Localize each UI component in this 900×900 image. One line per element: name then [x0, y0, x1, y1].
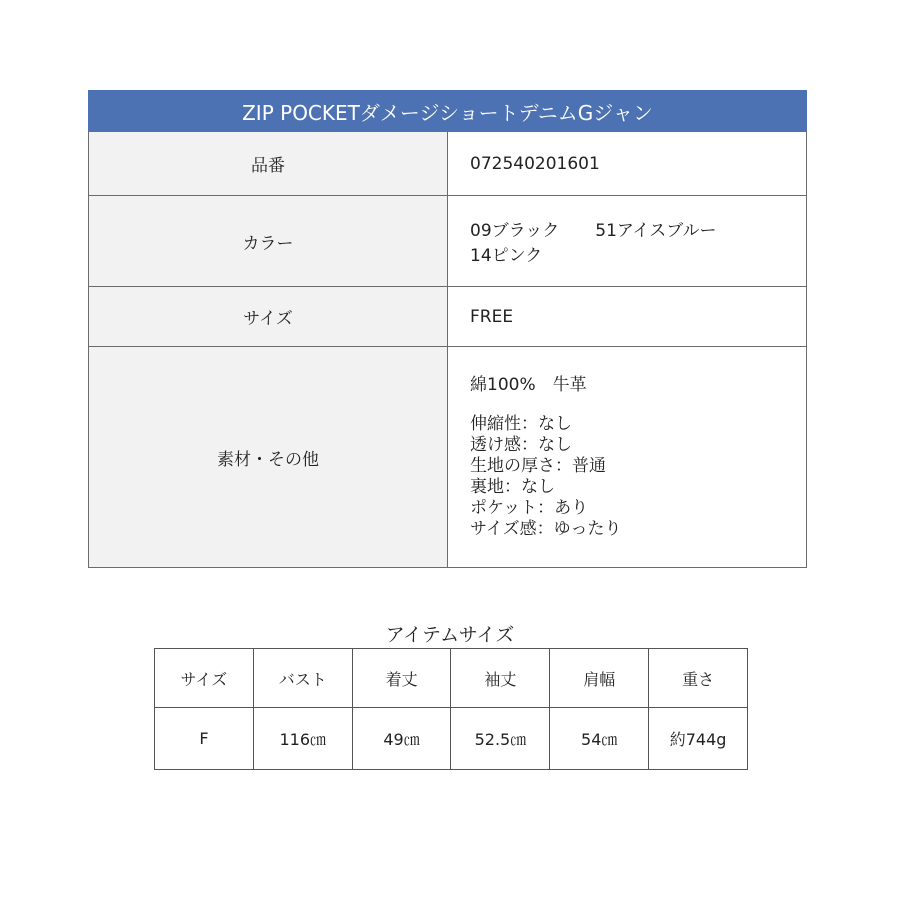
size-value-cell: 52.5㎝	[451, 708, 550, 770]
size-value-cell: 54㎝	[550, 708, 649, 770]
color-values	[448, 196, 807, 287]
size-header: 着丈	[352, 649, 451, 708]
color-line-1	[470, 216, 806, 241]
product-spec-table	[88, 90, 807, 568]
material-label: 素材・その他	[89, 347, 448, 568]
color-line-2	[470, 241, 806, 266]
material-detail: サイズ感：ゆったり	[470, 518, 622, 539]
size-label: サイズ	[89, 287, 448, 347]
material-detail: 伸縮性：なし	[470, 413, 572, 434]
fabric-composition: 綿100% 牛革	[470, 374, 587, 395]
size-header: 肩幅	[550, 649, 649, 708]
size-header: サイズ	[155, 649, 254, 708]
item-size-table	[154, 648, 748, 770]
size-value-cell: 116㎝	[253, 708, 352, 770]
material-detail: 裏地：なし	[470, 476, 555, 497]
material-detail: 透け感：なし	[470, 434, 572, 455]
size-value-cell: 49㎝	[352, 708, 451, 770]
color-option: 14ピンク	[470, 246, 543, 266]
size-value: FREE	[448, 287, 807, 347]
color-option: 09ブラック	[470, 221, 560, 241]
material-detail: ポケット：あり	[470, 497, 589, 518]
size-header: バスト	[253, 649, 352, 708]
hinban-value: 072540201601	[448, 132, 807, 196]
size-value-cell: 約744g	[649, 708, 748, 770]
hinban-label: 品番	[89, 132, 448, 196]
color-label: カラー	[89, 196, 448, 287]
color-option: 51アイスブルー	[595, 221, 717, 241]
item-size-title: アイテムサイズ	[385, 624, 515, 646]
size-value-cell: F	[155, 708, 254, 770]
material-values	[448, 347, 807, 568]
size-header: 袖丈	[451, 649, 550, 708]
product-title: ZIP POCKETダメージショートデニムGジャン	[89, 91, 807, 132]
material-detail: 生地の厚さ：普通	[470, 455, 606, 476]
size-header: 重さ	[649, 649, 748, 708]
